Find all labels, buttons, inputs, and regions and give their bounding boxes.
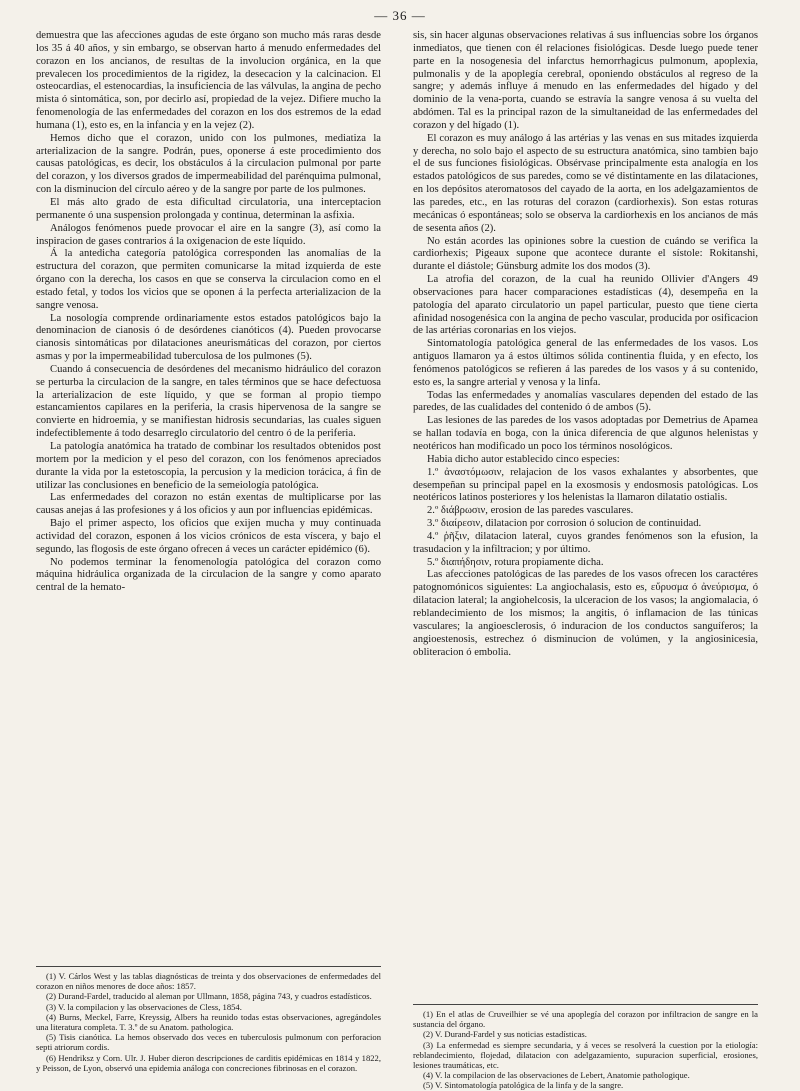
left-column [36, 30, 381, 595]
paragraph: 3.º διαίρεσιν, dilatacion por corrosion ó solucion de continuidad. [427, 518, 702, 530]
paragraph: Análogos fenómenos puede provocar el aire en la sangre (3), así como la inspiracion de gases contrarios á la oxigenacion de este líquido. [36, 222, 381, 247]
footnote: (5) V. Sintomatología patológica de la linfa y de la sangre. [423, 1080, 624, 1091]
paragraph: demuestra que las afecciones agudas de este órgano son mucho más raras desde los 35 á 40 años, y sin embargo, se observan harto á menudo enfermedades del corazon en los ancianos, de resultas de la involucion orgánica, en la que prevalecen los procedimientos de la rigidez, la desecacion y la calcinacion. El osteocardias, el estenocardias, la insuficiencia de las válvulas, la angina de pecho mista ó sintomática, son, por decirlo así, propiedad de la vejez. Difiere mucho la fenomenología de las enfermedades del corazon en los dos estremos de la edad humana (1), esto es, en la infancia y en la vejez (2). [36, 30, 381, 131]
paragraph: Las afecciones patológicas de las paredes de los vasos ofrecen los caractéres patognomónicos siguientes: La angiochalasis, esto es, εὔρυσμα ó ἀνεύρισμα, ó dilatacion lateral; la angiohelcosis, la ulceracion de los vasos; la angiomalacia, ó reblandecimiento de los mismos; la angitis, ó inflamacion de las túnicas vasculares; la angioesclerosis, ó induracion de los conductos sanguíferos; la angioestenosis, estrechez ó disminucion de volúmen, y la angiosinicesia, obliteracion ó embolia. [413, 569, 758, 658]
paragraph: La atrofia del corazon, de la cual ha reunido Ollivier d'Angers 49 observaciones para hacer comparaciones estadísticas (4), desempeña en la patología del aparato circulatorio un papel particular, puesto que tiene cierta afinidad nosogenésica con la angina de pecho vascular, producida por osificacion de las artérias coronarias en los viejos. [413, 274, 758, 337]
paragraph: Todas las enfermedades y anomalías vasculares dependen del estado de las paredes, de las cualidades del contenido ó de ambos (5). [413, 389, 758, 414]
paragraph: La patología anatómica ha tratado de combinar los resultados obtenidos post mortem por la medicion y el peso del corazon, con los fenómenos apreciados durante la vida por la estetoscopia, la percusion y la medicion torácica, á fin de utilizar las conclusiones en beneficio de la semeiología patológica. [36, 441, 381, 491]
paragraph: Bajo el primer aspecto, los oficios que exijen mucha y muy continuada actividad del corazon, esponen á los vicios crónicos de esta víscera, y bajo el segundo, las flogosis de este órgano ofrecen á veces un carácter epidémico (6). [36, 518, 381, 555]
footnote: (1) En el atlas de Cruveilhier se vé una apoplegía del corazon por infiltracion de sangre en la sustancia del órgano. [413, 1009, 758, 1030]
footnote: (4) V. la compilacion de las observaciones de Lebert, Anatomie pathologique. [423, 1070, 690, 1081]
paragraph: sis, sin hacer algunas observaciones relativas á sus influencias sobre los órganos inmediatos, que tienen con él relaciones fisiológicas. Desde luego puede tener parte en la nosogenesia del infarctus hemorrhagicus pulmonum, apoplexia, pulmonalis y de la apoplegía cerebral, oponiendo obstáculos al regreso de la sangre; y además influye á menudo en las enfermedades del hígado y del dominio de la vena-porta, cuando se estravía la sangre venosa á su vuelta del abdómen. Tal es la principal razon de la simultaneidad de las enfermedades del corazon y del hígado (1). [413, 30, 758, 131]
footnote: (6) Hendriksz y Corn. Ulr. J. Huber dieron descripciones de carditis epidémicas en 1814 y 1822, y Peisson, de Lyon, observó una epidemia análoga con concreciones fibrinosas en el corazon. [36, 1052, 381, 1073]
footnote: (2) V. Durand-Fardel y sus noticias estadísticas. [423, 1029, 587, 1040]
paragraph: El corazon es muy análogo á las artérias y las venas en sus mitades izquierda y derecha, no solo bajo el aspecto de su estructura anatómica, sino tambien bajo el de sus funciones fisiológicas. Obsérvase principalmente esta analogía en los estados patológicos de sus paredes, como se vé distintamente en las dilataciones, en los depósitos ateromatosos del cayado de la aorta, en los adelgazamientos de las paredes, etc., en las roturas del corazon (cardiorhexis). Son estas roturas mecánicas ó espontáneas; solo se observa la cardiorhexis en los ancianos de más de sesenta años (2). [413, 132, 758, 234]
page-number: — 36 — [374, 8, 426, 23]
paragraph: Las enfermedades del corazon no están exentas de multiplicarse por las causas anejas á las profesiones y á los oficios y aun por influencias epidémicas. [36, 492, 381, 517]
footnote: (1) V. Cárlos West y las tablas diagnósticas de treinta y dos observaciones de enfermedades del corazon en niños menores de doce años: 1857. [36, 971, 381, 992]
paragraph: 4.º ῥῆξιν, dilatacion lateral, cuyos grandes fenómenos son la efusion, la trasudacion y la infiltracion; y por último. [413, 530, 758, 555]
paragraph: No podemos terminar la fenomenología patológica del corazon como máquina hidráulica organizada de la circulacion de la sangre y como aparato central de la hemato- [36, 556, 381, 594]
paragraph: Las lesiones de las paredes de los vasos adoptadas por Demetrius de Apamea se hallan todavía en boga, con la única diferencia de que algunos helenistas y neotéricos han modificado un poco los términos nosológicos. [413, 415, 758, 452]
paragraph: Á la antedicha categoría patológica corresponden las anomalías de la estructura del corazon, que permiten comunicarse la mitad izquierda de este órgano con la derecha, los casos en que se conserva la circulacion como en el estado fetal, y todos los vicios que se oponen á la perfecta arterializacion de la sangre venosa. [36, 248, 381, 311]
right-column [413, 30, 758, 659]
left-footnotes [36, 966, 381, 1073]
paragraph: La nosología comprende ordinariamente estos estados patológicos bajo la denominacion de cianosis ó de desórdenes cianóticos (4). Pueden provocarse cianosis sintomáticas por dilataciones aneurismáticas del corazon, por ciertos asmas y por la impermeabilidad tuberculosa de los pulmones (5). [36, 312, 381, 363]
paragraph: El más alto grado de esta dificultad circulatoria, una interceptacion permanente ó una suspension prolongada y continua, determinan la asfixia. [36, 196, 381, 221]
footnote: (2) Durand-Fardel, traducido al aleman por Ullmann, 1858, página 743, y cuadros estadísticos. [46, 991, 372, 1002]
footnote: (5) Tisis cianótica. La hemos observado dos veces en tuberculosis pulmonum con perforacion septi atriorum cordis. [36, 1032, 381, 1053]
paragraph: 1.º ἀναστόμωσιν, relajacion de los vasos exhalantes y absorbentes, que desempeñan su principal papel en la exosmosis y endosmosis patológicas. Los neotéricos latinos posteriores y los helenistas la llamaron dilatatio ostialis. [413, 466, 758, 504]
paragraph: Hemos dicho que el corazon, unido con los pulmones, mediatiza la arterializacion de la sangre. Podrán, pues, oponerse á este procedimiento dos causas patológicas, es decir, los obstáculos á la circulacion pulmonal por parte del corazon, y los diversos grados de impermeabilidad del parénquima pulmonal, con la disminucion del círculo aéreo y de la sangre por parte de los pulmones. [36, 132, 381, 196]
footnote: (3) La enfermedad es siempre secundaria, y á veces se resolverá la cuestion por la etiología: reblandecimiento, flojedad, dilatacion con adelgazamiento, supuracion superficial, erosiones, lesiones traumáticas, etc. [413, 1039, 758, 1071]
paragraph: 5.º διαπήδησιν, rotura propiamente dicha. [427, 556, 604, 568]
footnote: (3) V. la compilacion y las observaciones de Cless, 1854. [46, 1001, 242, 1012]
paragraph: No están acordes las opiniones sobre la cuestion de cuándo se verifica la cardiorhexis; Pigeaux supone que acontece durante el sístole: Rokitanshi, durante el diástole; Günsburg admite los dos modos (3). [413, 235, 758, 273]
paragraph: Sintomatología patológica general de las enfermedades de los vasos. Los antiguos llamaron ya á estos últimos sólida continentia fluida, y en efecto, los fenómenos patológicos se refieren á las paredes de los vasos y á su contenido, esto es, la sangre arterial y venosa y la linfa. [413, 338, 758, 388]
paragraph: Habia dicho autor establecido cinco especies: [427, 453, 620, 465]
paragraph: 2.º διάβρωσιν, erosion de las paredes vasculares. [427, 505, 634, 517]
paragraph: Cuando á consecuencia de desórdenes del mecanismo hidráulico del corazon se perturba la circulacion de la sangre, en tales términos que se hace defectuosa la arterializacion de este líquido, y que se forman al propio tiempo estancamientos capilares en la periferia, la crasis hipervenosa de la sangre se convierte en hidroemia, y se manifiestan hidrosis secundarias, las cuales siguen indefectiblemente á todo desarreglo circulatorio del centro ó de la periferia. [36, 363, 381, 440]
footnote: (4) Burns, Meckel, Farre, Kreyssig, Albers ha reunido todas estas observaciones, agregándoles una literatura completa. T. 3.º de su Anatom. pathologica. [36, 1011, 381, 1033]
right-footnotes [413, 1004, 758, 1091]
